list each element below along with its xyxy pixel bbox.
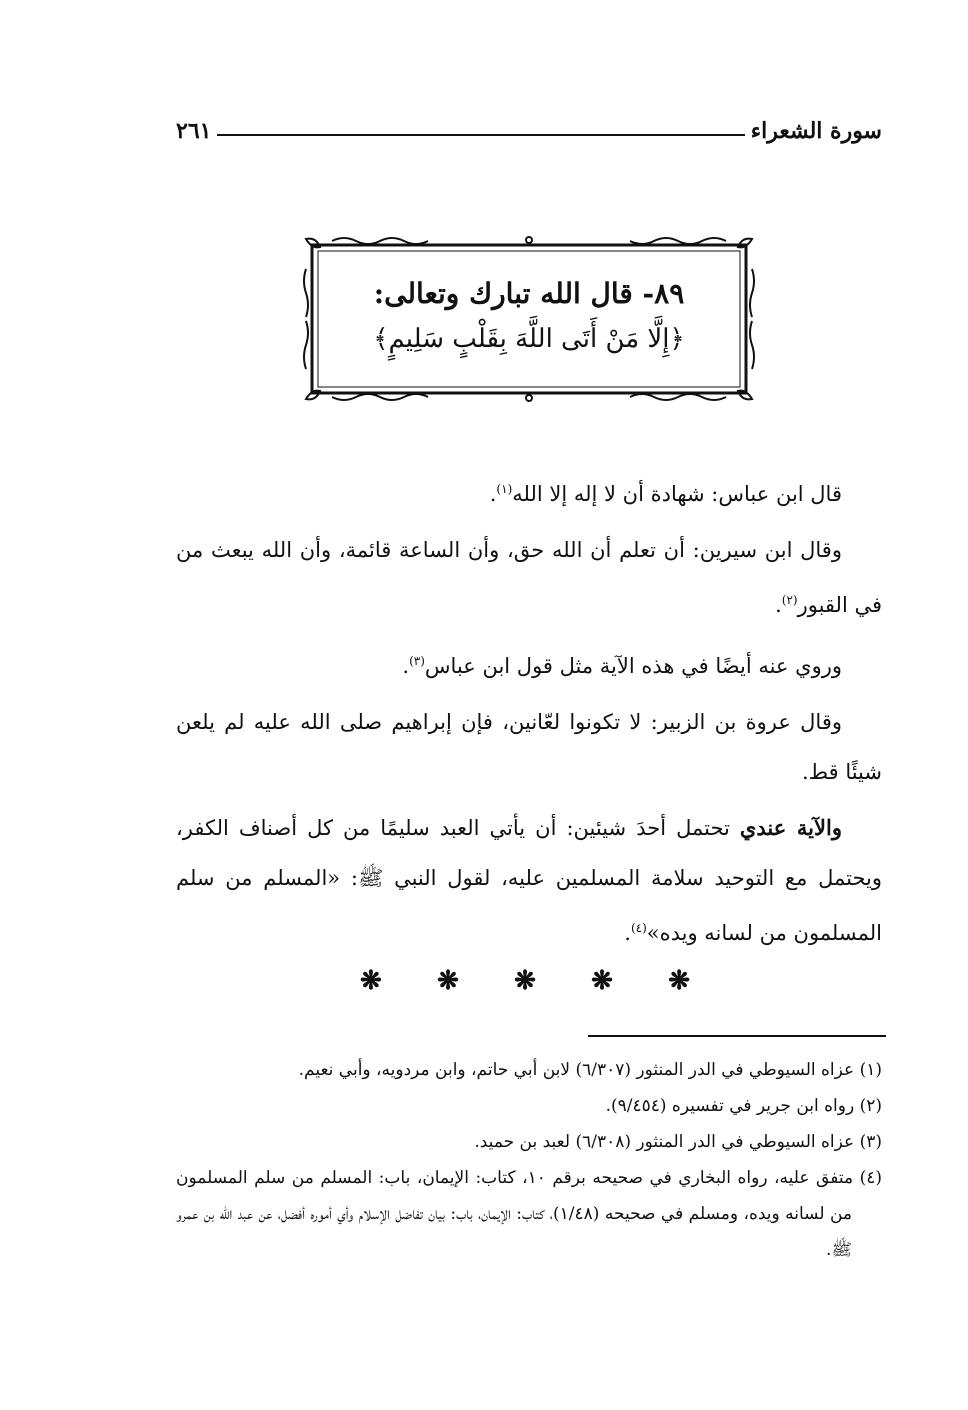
footnote-ref-3[interactable]: (٣) (409, 654, 425, 668)
paragraph-5: والآية عندي تحتمل أحدَ شيئين: أن يأتي العبد سليمًا من كل أصناف الكفر، ويحتمل مع التوحيد سلامة المسلمين عليه، لقول النبي ﷺ: «المسلم من سلم المسلمون من لسانه ويده»$^{(٤)}$. (176, 815, 882, 945)
footnote-1: (١) عزاه السيوطي في الدر المنثور (٦/٣٠٧) لابن أبي حاتم، وابن مردويه، وأبي نعيم. (298, 1060, 882, 1080)
paragraph-2: وقال ابن سيرين: أن تعلم أن الله حق، وأن الساعة قائمة، وأن الله يبعث من في القبور$^{(٢)}$. (176, 538, 882, 617)
star-ornament: ❋ (437, 966, 459, 996)
footnote-2: (٢) رواه ابن جرير في تفسيره (٩/٤٥٤). (605, 1096, 882, 1116)
footnote-ref-4[interactable]: (٤) (630, 921, 647, 935)
star-ornament: ❋ (591, 966, 613, 996)
header-rule (217, 134, 744, 136)
star-ornament: ❋ (360, 966, 382, 996)
ornamental-frame (302, 235, 756, 403)
author-opinion-lead: والآية عندي (739, 815, 842, 840)
footnote-4: (٤) متفق عليه، رواه البخاري في صحيحه برقم ١٠، كتاب: الإيمان، باب: المسلم من سلم المسلمون من لسانه ويده، ومسلم في صحيحه (١/٤٨)، كتاب: الإيمان، باب: بيان تفاضل الإسلام وأي أموره أفضل، عن عبد الله بن عمرو ﷺ. (176, 1168, 882, 1260)
page-number: ٢٦١ (176, 118, 212, 144)
footnote-3: (٣) عزاه السيوطي في الدر المنثور (٦/٣٠٨) لعبد بن حميد. (474, 1132, 882, 1152)
quran-verse: ﴿إِلَّا مَنْ أَتَى اللَّهَ بِقَلْبٍ سَلِيمٍ﴾ (373, 323, 685, 354)
star-ornament: ❋ (514, 966, 536, 996)
footnote-rule (588, 1035, 886, 1037)
section-separator (360, 966, 690, 996)
footnotes (176, 1052, 882, 1268)
paragraph-3: وروي عنه أيضًا في هذه الآية مثل قول ابن عباس$^{(٣)}$. (402, 654, 842, 678)
surah-title: سورة الشعراء (750, 118, 882, 144)
entry-title: ٨٩- قال الله تبارك وتعالى: (373, 276, 685, 310)
footnote-ref-1[interactable]: (١) (496, 482, 513, 496)
star-ornament: ❋ (668, 966, 690, 996)
paragraph-4: وقال عروة بن الزبير: لا تكونوا لعّانين، فإن إبراهيم صلى الله عليه لم يلعن شيئًا قط. (176, 710, 882, 784)
running-header (176, 118, 882, 144)
paragraph-1: قال ابن عباس: شهادة أن لا إله إلا الله$^{(١)}$. (489, 482, 842, 506)
body-text (176, 464, 882, 964)
footnote-ref-2[interactable]: (٢) (781, 593, 798, 607)
